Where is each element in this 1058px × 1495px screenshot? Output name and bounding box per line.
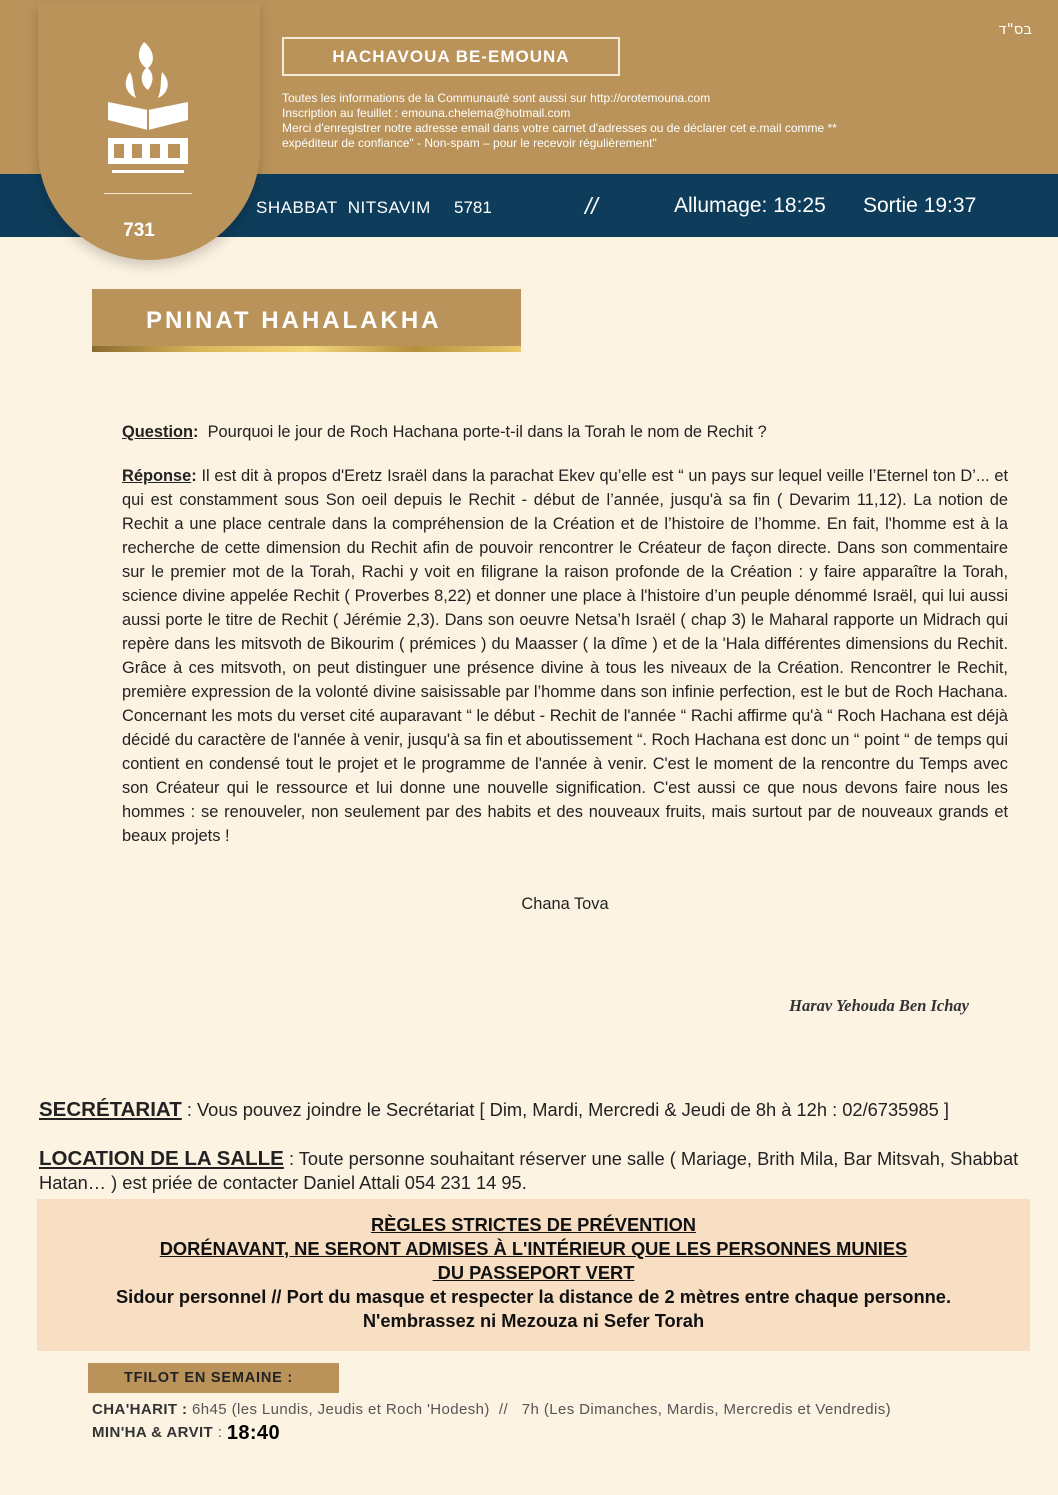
prevention-rules-box bbox=[37, 1199, 1030, 1351]
issue-number: 731 bbox=[123, 220, 155, 241]
answer: Réponse: Il est dit à propos d'Eretz Israël dans la parachat Ekev qu’elle est “ un pays sur lequel veille l’Eternel ton D’... et qui est constamment sous Son oeil depuis le Rechit - début de l’année, jusqu'à sa fin ( Devarim 11,12). La notion de Rechit a une place centrale dans la compréhension de la Création et de l’histoire de l’homme. En fait, l'homme est à la recherche de cette dimension du Rechit afin de pouvoir rencontrer le Créateur de façon directe. Dans son commentaire sur le premier mot de la Torah, Rachi y voit en filigrane la raison profonde de la Création : y faire apparaître la Torah, science divine appelée Rechit ( Proverbes 8,22) et donner une place à l'histoire d’un peuple dénommé Israël, qui lui aussi aussi porte le titre de Rechit ( Jérémie 2,3). Dans son oeuvre Netsa’h Israël ( chap 3) le Maharal rapporte un Midrach qui repère dans les mitsvoth de Bikourim ( prémices ) du Maasser ( la dîme ) et de la 'Hala différentes dimensions du Rechit. Grâce à ces mitsvoth, on peut distinguer une présence divine à tous les niveaux de la Création. Rencontrer le Rechit, première expression de la volonté divine saisissable par l’homme dans son infinie perfection, est le but de Roch Hachana. Concernant les mots du verset cité auparavant “ le début - Rechit de l'année “ Rachi affirme qu'à “ Roch Hachana est déjà décidé du caractère de l'année à venir, jusqu'à sa fin et aboutissement “. Roch Hachana est donc un “ point “ de temps qui contient en condensé tout le projet et le programme de l'année à venir. C'est le moment de la rencontre du Temps avec son Créateur qui le ressource et lui donne une nouvelle signification. C'est aussi ce que nous devons faire nous les hommes : se renouveler, non seulement par des habits et des nouveaux fruits, mais surtout par de nouveaux grands et beaux projets ! bbox=[122, 467, 1008, 845]
question-text: Pourquoi le jour de Roch Hachana porte-t-il dans la Torah le nom de Rechit ? bbox=[207, 423, 767, 441]
author-signature: Harav Yehouda Ben Ichay bbox=[789, 996, 969, 1015]
separator: // bbox=[585, 193, 598, 219]
rules-line: DU PASSEPORT VERT bbox=[432, 1262, 635, 1283]
answer-text: Il est dit à propos d'Eretz Israël dans la parachat Ekev qu’elle est “ un pays sur lequel veille l’Eternel ton D’... et qui est constamment sous Son oeil depuis le Rechit - début de l’année, jusqu'à sa fin ( Devarim 11,12). La notion de Rechit a une place centrale dans la compréhension de la Création et de l’histoire de l’homme. En fait, l'homme est à la recherche de cette dimension du Rechit afin de pouvoir rencontrer le Créateur de façon directe. Dans son commentaire sur le premier mot de la Torah, Rachi y voit en filigrane la raison profonde de la Création : y faire apparaître la Torah, science divine appelée Rechit ( Proverbes 8,22) et donner une place à l'histoire d’un peuple dénommé Israël, qui lui aussi aussi porte le titre de Rechit ( Jérémie 2,3). Dans son oeuvre Netsa’h Israël ( chap 3) le Maharal rapporte un Midrach qui repère dans les mitsvoth de Bikourim ( prémices ) du Maasser ( la dîme ) et de la 'Hala différentes dimensions du Rechit. Grâce à ces mitsvoth, on peut distinguer une présence divine à tous les niveaux de la Création. Rencontrer le Rechit, première expression de la volonté divine saisissable par l’homme dans son infinie perfection, est le but de Roch Hachana. Concernant les mots du verset cité auparavant “ le début - Rechit de l'année “ Rachi affirme qu'à “ Roch Hachana est déjà décidé du caractère de l'année à venir, jusqu'à sa fin et aboutissement “. Roch Hachana est donc un “ point “ de temps qui contient en condensé tout le projet et le programme de l'année à venir. C'est le moment de la rencontre du Temps avec son Créateur qui le ressource et lui donne une nouvelle signification. C'est aussi ce que nous devons faire nous les hommes : se renouveler, non seulement par des habits et des nouveaux fruits, mais surtout par de nouveaux grands et beaux projets ! bbox=[122, 467, 1008, 845]
header-info bbox=[282, 91, 942, 151]
rules-title: RÈGLES STRICTES DE PRÉVENTION bbox=[370, 1214, 697, 1235]
weekday-prayers-title: TFILOT EN SEMAINE : bbox=[88, 1363, 339, 1393]
hebrew-year: 5781 bbox=[454, 198, 492, 217]
shaharit-times: 6h45 (les Lundis, Jeudis et Roch 'Hodesh) // 7h (Les Dimanches, Mardis, Mercredis et Vendredis) bbox=[187, 1401, 892, 1418]
minha-label: MIN'HA & ARVIT bbox=[92, 1424, 214, 1441]
hall-rental-label: LOCATION DE LA SALLE bbox=[39, 1147, 284, 1170]
secretariat-text: : Vous pouvez joindre le Secrétariat [ Dim, Mardi, Mercredi & Jeudi de 8h à 12h : 02/6735985 ] bbox=[181, 1099, 949, 1120]
section-title: PNINAT HAHALAKHA bbox=[92, 289, 521, 352]
info-line: Merci d'enregistrer notre adresse email dans votre carnet d'adresses ou de déclarer cet e.mail comme ** bbox=[282, 121, 837, 135]
question: Question: Pourquoi le jour de Roch Hachana porte-t-il dans la Torah le nom de Rechit ? bbox=[122, 423, 767, 441]
newsletter-title: HACHAVOUA BE-EMOUNA bbox=[282, 37, 620, 76]
shaharit-label: CHA'HARIT : bbox=[92, 1401, 188, 1418]
candle-lighting-time: Allumage: 18:25 bbox=[674, 194, 826, 217]
minha-time: 18:40 bbox=[226, 1422, 280, 1444]
section-title-gold-bar bbox=[92, 346, 521, 352]
secretariat-notice bbox=[39, 1098, 1029, 1122]
info-line: expéditeur de confiance" - Non-spam – pour le recevoir régulièrement" bbox=[282, 136, 657, 150]
rules-line: N'embrassez ni Mezouza ni Sefer Torah bbox=[362, 1310, 705, 1331]
hall-rental-text: : Toute personne souhaitant réserver une salle ( Mariage, Brith Mila, Bar Mitsvah, Shabbat Hatan… ) est priée de contacter Daniel Attali 054 231 14 95. bbox=[39, 1148, 1019, 1193]
question-label: Question bbox=[122, 423, 194, 441]
minha-colon: : bbox=[213, 1424, 227, 1441]
bsd-mark: בס"ד bbox=[998, 20, 1032, 38]
shabbat-end-time: Sortie 19:37 bbox=[863, 194, 977, 217]
rules-line: Sidour personnel // Port du masque et respecter la distance de 2 mètres entre chaque personne. bbox=[115, 1286, 952, 1307]
shabbat-name: SHABBAT NITSAVIM bbox=[256, 198, 431, 217]
rules-line: DORÉNAVANT, NE SERONT ADMISES À L'INTÉRIEUR QUE LES PERSONNES MUNIES bbox=[159, 1238, 908, 1259]
emouna-logo-icon bbox=[100, 38, 196, 180]
hall-rental-notice bbox=[39, 1147, 1029, 1195]
closing-greeting: Chana Tova bbox=[521, 895, 609, 913]
answer-label: Réponse bbox=[122, 467, 192, 485]
logo-divider bbox=[104, 193, 192, 194]
secretariat-label: SECRÉTARIAT bbox=[39, 1098, 182, 1121]
minha-schedule bbox=[92, 1420, 280, 1443]
shaharit-schedule bbox=[92, 1401, 891, 1418]
info-line: Inscription au feuillet : emouna.chelema@hotmail.com bbox=[282, 106, 571, 120]
info-line: Toutes les informations de la Communauté sont aussi sur http://orotemouna.com bbox=[282, 91, 711, 105]
